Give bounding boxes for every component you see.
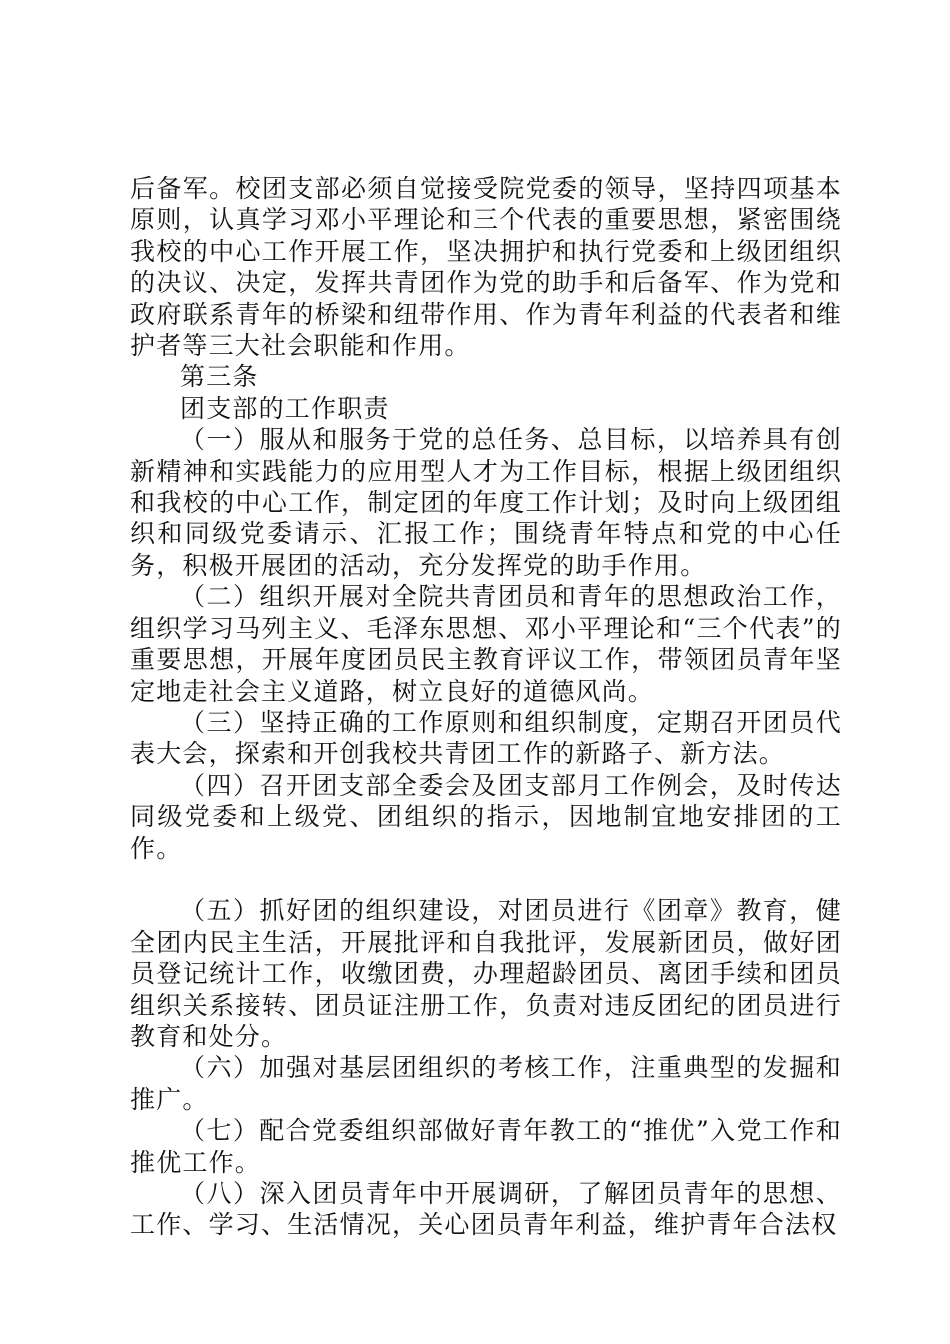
article-title: 团支部的工作职责: [180, 393, 390, 423]
duty-item-6: （六）加强对基层团组织的考核工作，注重典型的发掘和推广。: [130, 1053, 842, 1114]
document-body: [130, 173, 842, 1241]
article-number: 第三条: [180, 362, 259, 392]
duty-item-1: （一）服从和服务于党的总任务、总目标，以培养具有创新精神和实践能力的应用型人才为工作目标，根据上级团组织和我校的中心工作，制定团的年度工作计划；及时向上级团组织和同级党委请示、汇报工作；围绕青年特点和党的中心任务，积极开展团的活动，充分发挥党的助手作用。: [130, 425, 842, 580]
duty-item-5: （五）抓好团的组织建设，对团员进行《团章》教育，健全团内民主生活，开展批评和自我批评，发展新团员，做好团员登记统计工作，收缴团费，办理超龄团员、离团手续和团员组织关系接转、团员证注册工作，负责对违反团纪的团员进行教育和处分。: [130, 896, 842, 1051]
duty-item-8: （八）深入团员青年中开展调研，了解团员青年的思想、工作、学习、生活情况，关心团员青年利益，维护青年合法权: [130, 1178, 842, 1240]
duty-item-7: （七）配合党委组织部做好青年教工的“推优”入党工作和推优工作。: [130, 1116, 842, 1177]
duty-item-3: （三）坚持正确的工作原则和组织制度，定期召开团员代表大会，探索和开创我校共青团工作的新路子、新方法。: [130, 707, 842, 769]
blank-line: [130, 864, 842, 895]
duty-item-4: （四）召开团支部全委会及团支部月工作例会，及时传达同级党委和上级党、团组织的指示，因地制宜地安排团的工作。: [130, 770, 842, 863]
paragraph-intro: 后备军。校团支部必须自觉接受院党委的领导，坚持四项基本原则，认真学习邓小平理论和三个代表的重要思想，紧密围绕我校的中心工作开展工作，坚决拥护和执行党委和上级团组织的决议、决定，发挥共青团作为党的助手和后备军、作为党和政府联系青年的桥梁和纽带作用、作为青年利益的代表者和维护者等三大社会职能和作用。: [130, 174, 842, 361]
duty-item-2: （二）组织开展对全院共青团员和青年的思想政治工作，组织学习马列主义、毛泽东思想、邓小平理论和“三个代表”的重要思想，开展年度团员民主教育评议工作，带领团员青年坚定地走社会主义道路，树立良好的道德风尚。: [130, 582, 842, 706]
